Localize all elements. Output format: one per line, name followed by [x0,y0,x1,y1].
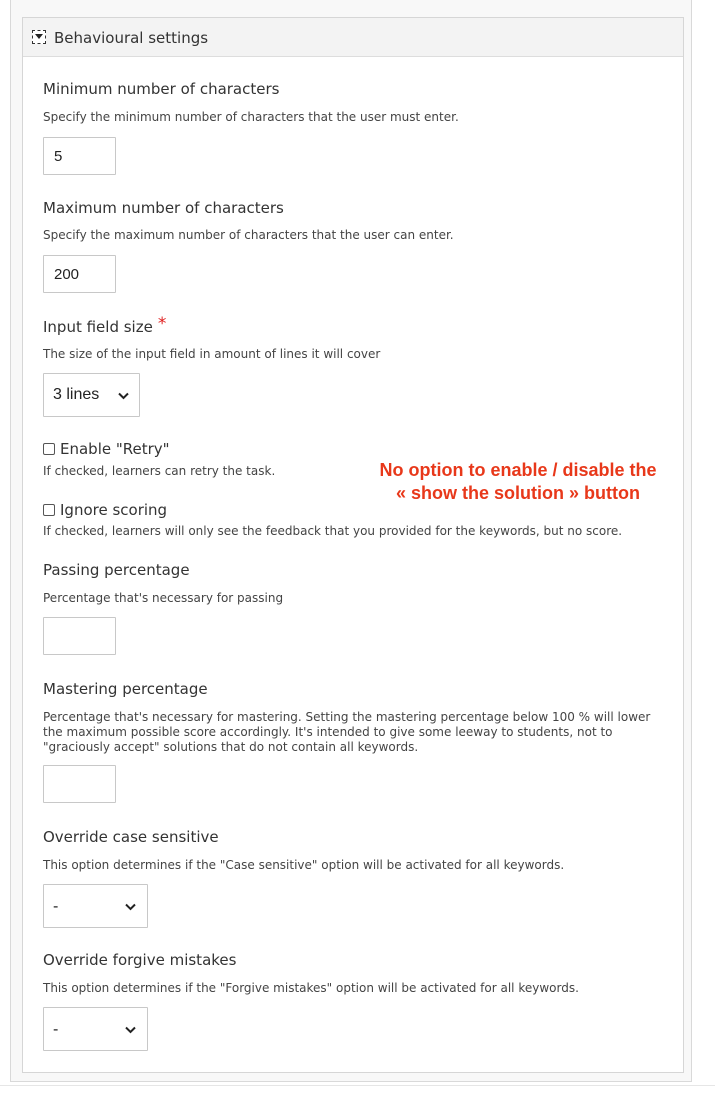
mastering-description: Percentage that's necessary for mastering. Setting the mastering percentage below 100 % will lower the maximum possible score accordingly. It's intended to give some leeway to students, not to "graciously accept" solutions that do not contain all keywords. [43,710,651,754]
section-header[interactable] [23,18,683,57]
passing-label: Passing percentage [43,561,190,579]
input-size-value: 3 lines [53,386,100,403]
min-chars-label: Minimum number of characters [43,80,280,98]
forgive-mistakes-description: This option determines if the "Forgive mistakes" option will be activated for all keywords. [43,981,579,995]
retry-description: If checked, learners can retry the task. [43,464,276,478]
case-sensitive-description: This option determines if the "Case sensitive" option will be activated for all keywords. [43,858,565,872]
chevron-down-icon [125,1026,136,1034]
forgive-mistakes-select[interactable] [43,1007,148,1051]
input-size-description: The size of the input field in amount of lines it will cover [43,347,381,361]
section-title: Behavioural settings [54,29,209,47]
behavioural-settings-fieldset [22,17,684,1073]
divider [0,1085,715,1086]
annotation-line-1: No option to enable / disable the [379,460,657,480]
annotation-line-2: « show the solution » button [396,483,640,503]
ignore-scoring-checkbox[interactable] [43,504,55,516]
input-size-select[interactable] [43,373,140,417]
min-chars-input[interactable] [43,137,116,175]
retry-checkbox[interactable] [43,443,55,455]
ignore-scoring-description: If checked, learners will only see the feedback that you provided for the keywords, but no score. [43,524,623,538]
max-chars-description: Specify the maximum number of characters that the user can enter. [43,228,454,242]
ignore-scoring-label[interactable]: Ignore scoring [60,501,168,519]
chevron-down-icon [118,392,129,400]
case-sensitive-label: Override case sensitive [43,828,219,846]
retry-label[interactable]: Enable "Retry" [60,440,170,458]
passing-input[interactable] [43,617,116,655]
case-sensitive-select[interactable] [43,884,148,928]
required-marker: * [157,314,167,334]
mastering-input[interactable] [43,765,116,803]
forgive-mistakes-value: - [53,1021,59,1038]
case-sensitive-value: - [53,898,59,915]
chevron-down-icon [125,903,136,911]
max-chars-label: Maximum number of characters [43,199,284,217]
input-size-label-text: Input field size [43,318,153,336]
mastering-label: Mastering percentage [43,680,208,698]
min-chars-description: Specify the minimum number of characters that the user must enter. [43,110,459,124]
collapse-arrow-icon[interactable] [32,30,46,44]
forgive-mistakes-label: Override forgive mistakes [43,951,237,969]
annotation-note [341,459,695,505]
input-size-label [43,314,167,337]
max-chars-input[interactable] [43,255,116,293]
passing-description: Percentage that's necessary for passing [43,591,284,605]
